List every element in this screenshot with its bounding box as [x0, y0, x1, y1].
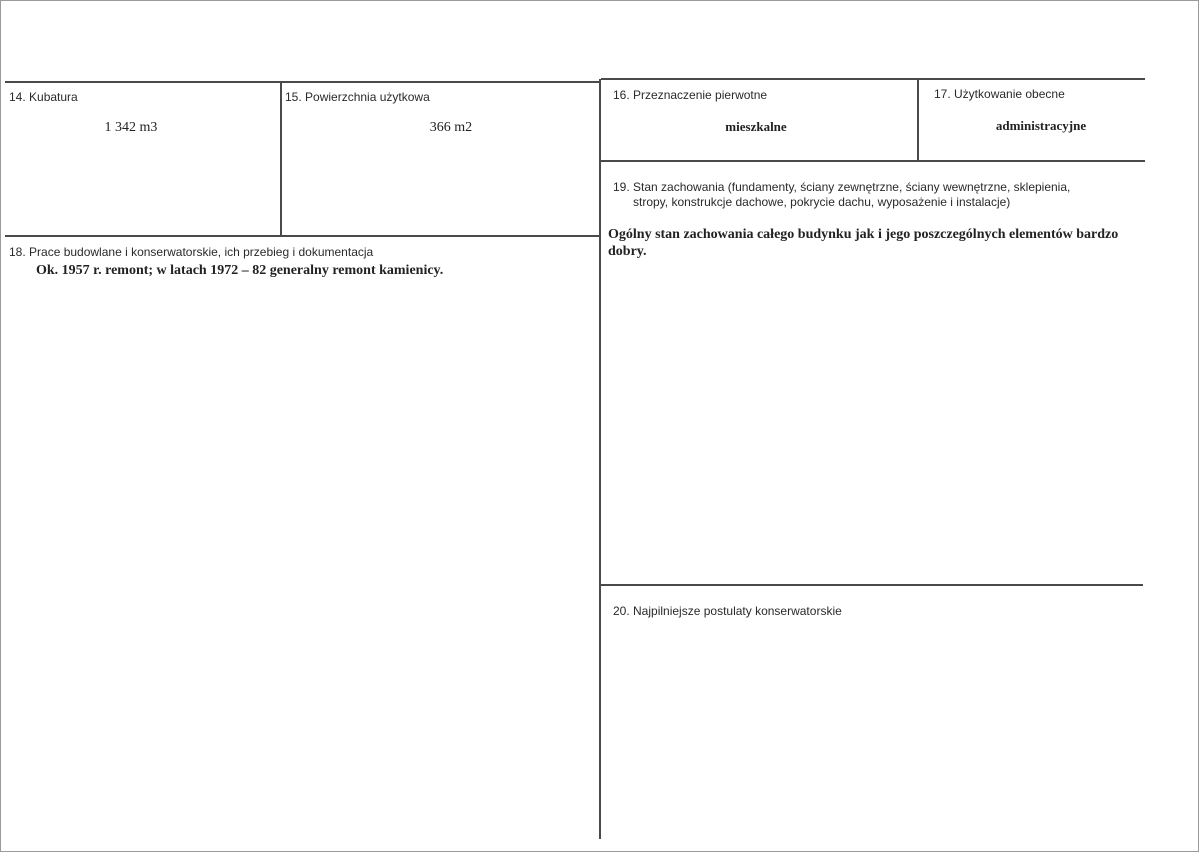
divider-16-17 [917, 79, 919, 161]
prace-label: 18. Prace budowlane i konserwatorskie, ich przebieg i dokumentacja [9, 245, 374, 259]
stan-value-line2: dobry. [608, 244, 647, 259]
postulaty-label: 20. Najpilniejsze postulaty konserwatorskie [613, 604, 842, 618]
uzytkowanie-label: 17. Użytkowanie obecne [934, 87, 1065, 101]
stan-label-line2: stropy, konstrukcje dachowe, pokrycie dachu, wyposażenie i instalacje) [633, 195, 1011, 209]
stan-value-line1: Ogólny stan zachowania całego budynku jak i jego poszczególnych elementów bardzo [608, 227, 1119, 242]
przeznaczenie-value: mieszkalne [725, 119, 787, 134]
powierzchnia-value: 366 m2 [429, 120, 473, 135]
rule-under-16-17 [601, 160, 1145, 162]
top-rule-right [601, 78, 1145, 80]
center-divider [599, 79, 601, 839]
stan-label-line1: 19. Stan zachowania (fundamenty, ściany zewnętrzne, ściany wewnętrzne, sklepienia, [613, 180, 1071, 194]
divider-14-15 [280, 82, 282, 236]
kubatura-label: 14. Kubatura [9, 90, 78, 104]
uzytkowanie-value: administracyjne [995, 118, 1087, 133]
przeznaczenie-label: 16. Przeznaczenie pierwotne [613, 88, 768, 102]
rule-above-20 [600, 584, 1143, 586]
prace-value: Ok. 1957 r. remont; w latach 1972 – 82 generalny remont kamienicy. [36, 263, 444, 278]
kubatura-value: 1 342 m3 [104, 120, 158, 135]
top-rule-left [5, 81, 601, 83]
rule-under-14-15 [5, 235, 601, 237]
powierzchnia-label: 15. Powierzchnia użytkowa [285, 90, 430, 104]
